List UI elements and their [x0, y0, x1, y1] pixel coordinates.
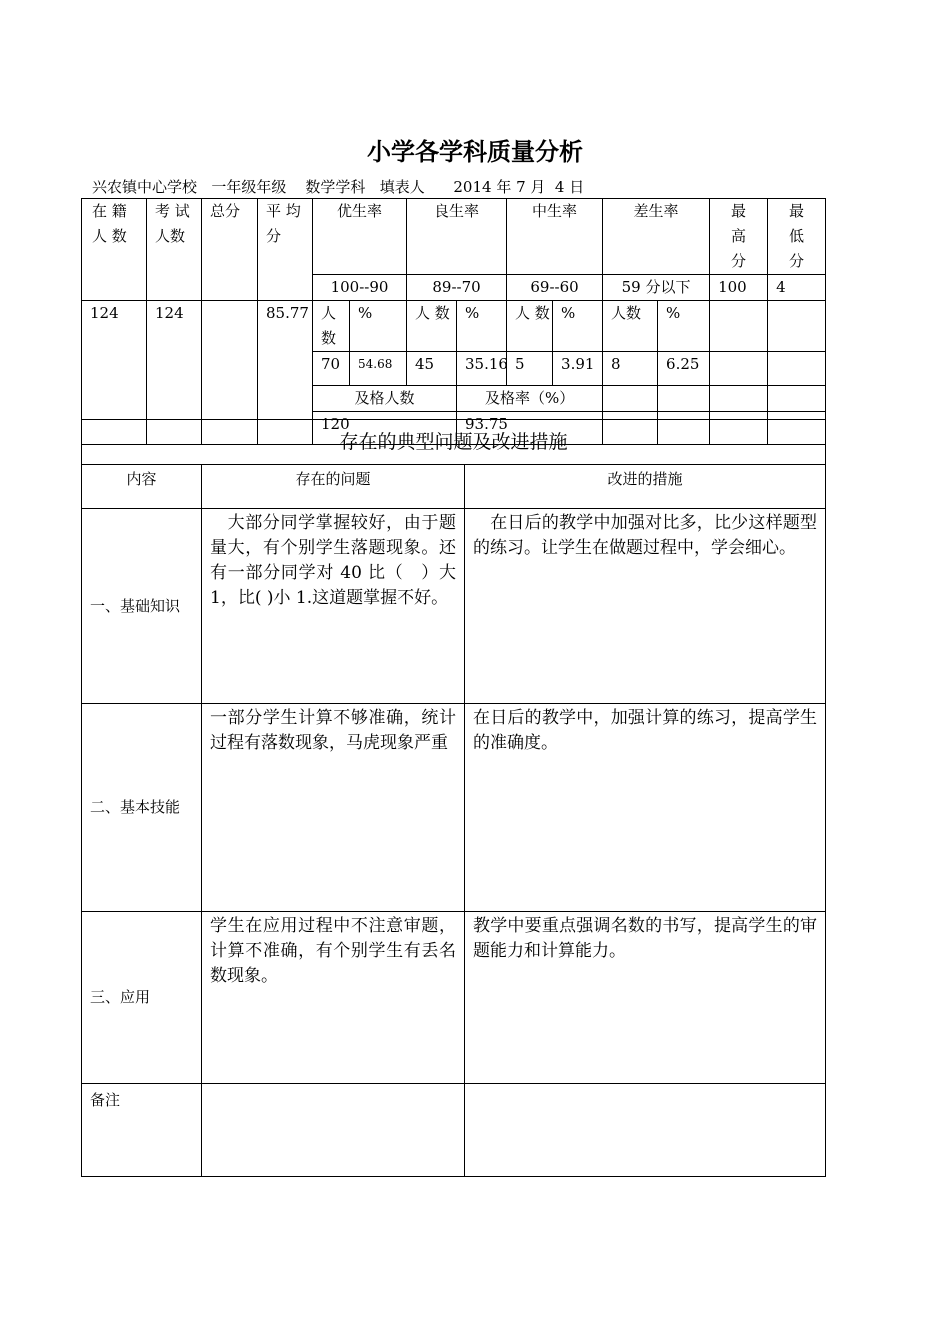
header-tested: 考 试 人数: [147, 199, 202, 301]
header-enrolled: 在 籍 人 数: [82, 199, 147, 301]
header-excellent: 优生率: [313, 199, 407, 275]
good-percent-label: %: [457, 301, 507, 352]
header-total: 总分: [202, 199, 258, 301]
empty-cell: [603, 386, 658, 412]
excellent-percent: 54.68: [350, 352, 407, 386]
middle-people-label: 人 数: [507, 301, 553, 352]
poor-percent-label: %: [658, 301, 710, 352]
header-middle: 中生率: [507, 199, 603, 275]
empty-cell: [768, 301, 826, 352]
average-score: 85.77: [258, 301, 313, 445]
row-label-basic-knowledge: 一、基础知识: [82, 509, 202, 704]
empty-cell: [710, 352, 768, 386]
good-people-label: 人 数: [407, 301, 457, 352]
header-min: 最低分: [768, 199, 826, 275]
tested-count: 124: [147, 301, 202, 445]
pass-count-label: 及格人数: [313, 386, 457, 412]
range-middle: 69--60: [507, 275, 603, 301]
enrolled-count: 124: [82, 301, 147, 445]
school-name: 兴农镇中心学校: [92, 178, 198, 196]
statistics-table: [81, 198, 826, 445]
problem-basic-knowledge: 大部分同学掌握较好，由于题量大，有个别学生落题现象。还有一部分同学对 40 比（ ）大 1，比( )小 1.这道题掌握不好。: [202, 509, 465, 704]
row-label-basic-skills: 二、基本技能: [82, 704, 202, 912]
middle-percent-label: %: [553, 301, 603, 352]
empty-cell: [768, 386, 826, 412]
excellent-people-label: 人 数: [313, 301, 350, 352]
header-max: 最高分: [710, 199, 768, 275]
min-score: 4: [768, 275, 826, 301]
empty-cell: [658, 386, 710, 412]
problems-table: [81, 419, 826, 1177]
empty-cell: [768, 352, 826, 386]
pass-rate: 93.75: [457, 412, 603, 445]
header-poor: 差生率: [603, 199, 710, 275]
problem-basic-skills: 一部分学生计算不够准确，统计过程有落数现象，马虎现象严重: [202, 704, 465, 912]
middle-count: 5: [507, 352, 553, 386]
middle-percent: 3.91: [553, 352, 603, 386]
col-content: 内容: [82, 465, 202, 509]
excellent-percent-label: %: [350, 301, 407, 352]
header-good: 良生率: [407, 199, 507, 275]
excellent-count: 70: [313, 352, 350, 386]
pass-count: 120: [313, 412, 457, 445]
range-good: 89--70: [407, 275, 507, 301]
poor-people-label: 人数: [603, 301, 658, 352]
range-poor: 59 分以下: [603, 275, 710, 301]
filler-label: 填表人: [379, 178, 425, 196]
note-label: 备注: [82, 1084, 202, 1177]
col-measure: 改进的措施: [465, 465, 826, 509]
date: 2014 年 7 月 4 日: [453, 178, 585, 196]
pass-rate-label: 及格率（%）: [457, 386, 603, 412]
note-cell: [202, 1084, 465, 1177]
header-info: [92, 176, 584, 197]
empty-cell: [710, 386, 768, 412]
problem-application: 学生在应用过程中不注意审题，计算不准确，有个别学生有丢名数现象。: [202, 912, 465, 1084]
col-problem: 存在的问题: [202, 465, 465, 509]
poor-count: 8: [603, 352, 658, 386]
measure-basic-skills: 在日后的教学中，加强计算的练习，提高学生的准确度。: [465, 704, 826, 912]
page-title: 小学各学科质量分析: [367, 138, 583, 166]
measure-basic-knowledge: 在日后的教学中加强对比多，比少这样题型的练习。让学生在做题过程中，学会细心。: [465, 509, 826, 704]
range-excellent: 100--90: [313, 275, 407, 301]
measure-application: 教学中要重点强调名数的书写，提高学生的审题能力和计算能力。: [465, 912, 826, 1084]
grade: 一年级年级: [211, 178, 287, 196]
note-cell: [465, 1084, 826, 1177]
poor-percent: 6.25: [658, 352, 710, 386]
section-title: 存在的典型问题及改进措施: [82, 420, 826, 465]
good-percent: 35.16: [457, 352, 507, 386]
empty-cell: [710, 301, 768, 352]
header-average: 平 均 分: [258, 199, 313, 301]
subject: 数学学科: [305, 178, 366, 196]
max-score: 100: [710, 275, 768, 301]
good-count: 45: [407, 352, 457, 386]
row-label-application: 三、应用: [82, 912, 202, 1084]
